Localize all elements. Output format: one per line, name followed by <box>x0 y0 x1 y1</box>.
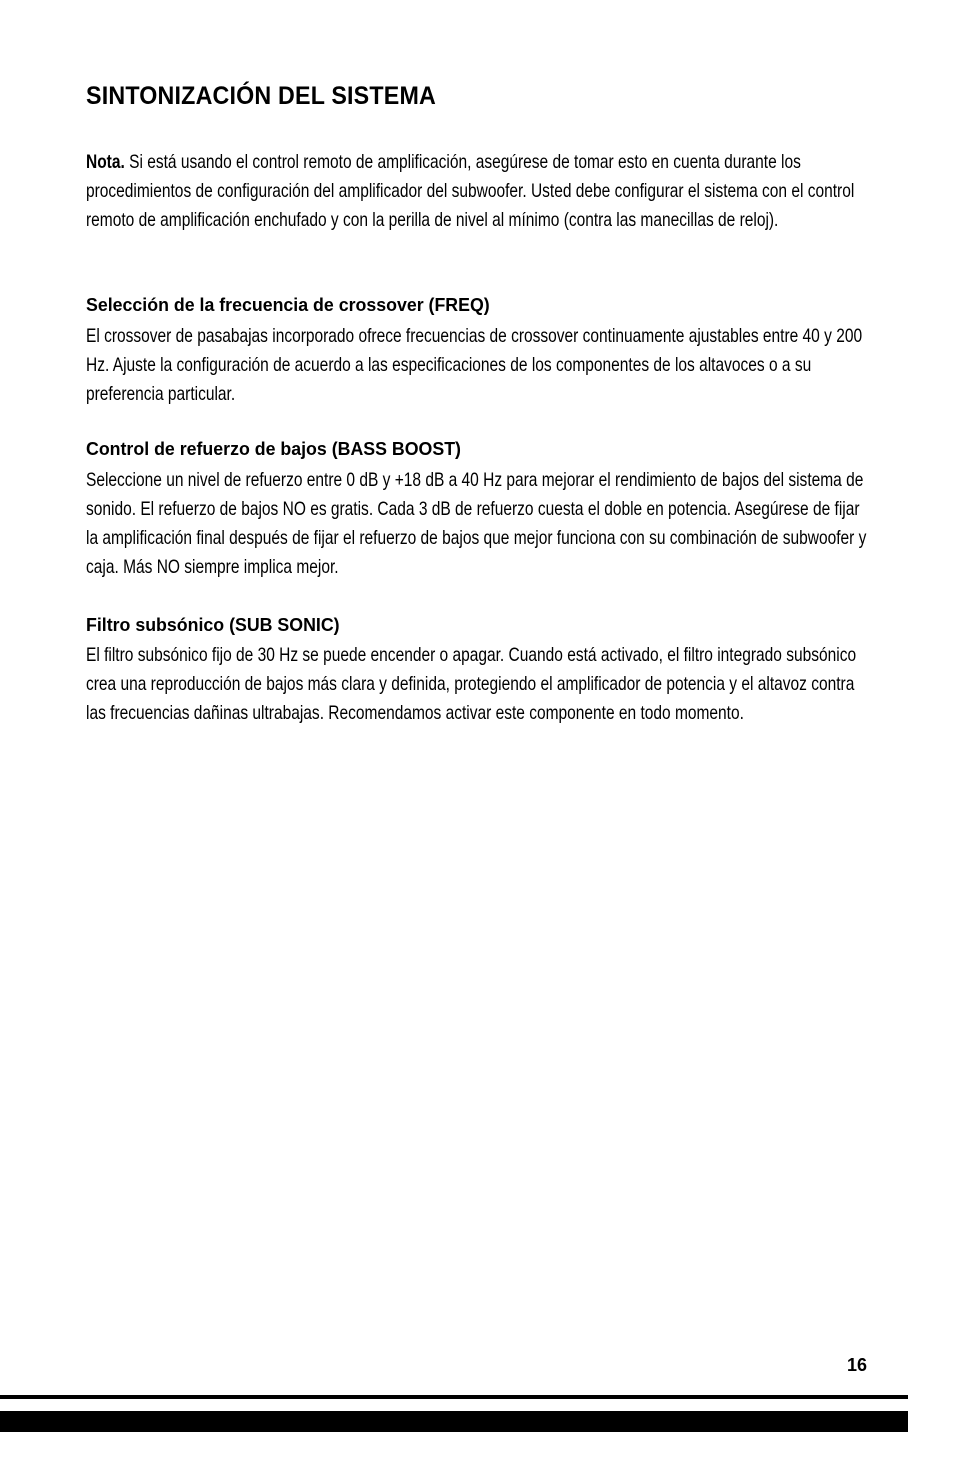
section-body-bass-boost: Seleccione un nivel de refuerzo entre 0 dB y +18 dB a 40 Hz para mejorar el rendimiento de bajos del sistema de sonido. El refuerzo de bajos NO es gratis. Cada 3 dB de refuerzo cuesta el doble en potencia. Asegúrese de fijar la amplificación final después de fijar el refuerzo de bajos que mejor funciona con su combinación de subwoofer y caja. Más NO siempre implica mejor. <box>86 469 867 578</box>
page-title: SINTONIZACIÓN DEL SISTEMA <box>86 82 436 110</box>
section-heading-sub-sonic: Filtro subsónico (SUB SONIC) <box>86 614 340 635</box>
page-number: 16 <box>846 1355 867 1375</box>
section-heading-bass-boost: Control de refuerzo de bajos (BASS BOOST) <box>86 438 461 459</box>
section-heading-freq: Selección de la frecuencia de crossover (FREQ) <box>86 294 490 315</box>
section-body-sub-sonic: El filtro subsónico fijo de 30 Hz se puede encender o apagar. Cuando está activado, el filtro integrado subsónico crea una reproducción de bajos más clara y definida, protegiendo el amplificador de potencia y el altavoz contra las frecuencias dañinas ultrabajas. Recomendamos activar este componente en todo momento. <box>86 644 857 724</box>
note-text: Si está usando el control remoto de amplificación, asegúrese de tomar esto en cuenta durante los procedimientos de configuración del amplificador del subwoofer. Usted debe configurar el sistema con el control remoto de amplificación enchufado y con la perilla de nivel al mínimo (contra las manecillas de reloj). <box>86 151 855 231</box>
section-body-freq: El crossover de pasabajas incorporado ofrece frecuencias de crossover continuamente ajustables entre 40 y 200 Hz. Ajuste la configuración de acuerdo a las especificaciones de los componentes de los altavoces o a su preferencia particular. <box>86 325 863 405</box>
note-paragraph <box>86 148 876 235</box>
footer-rule-thick <box>0 1411 908 1432</box>
note-lead: Nota. <box>86 151 125 173</box>
footer-rule-thin <box>0 1395 908 1399</box>
